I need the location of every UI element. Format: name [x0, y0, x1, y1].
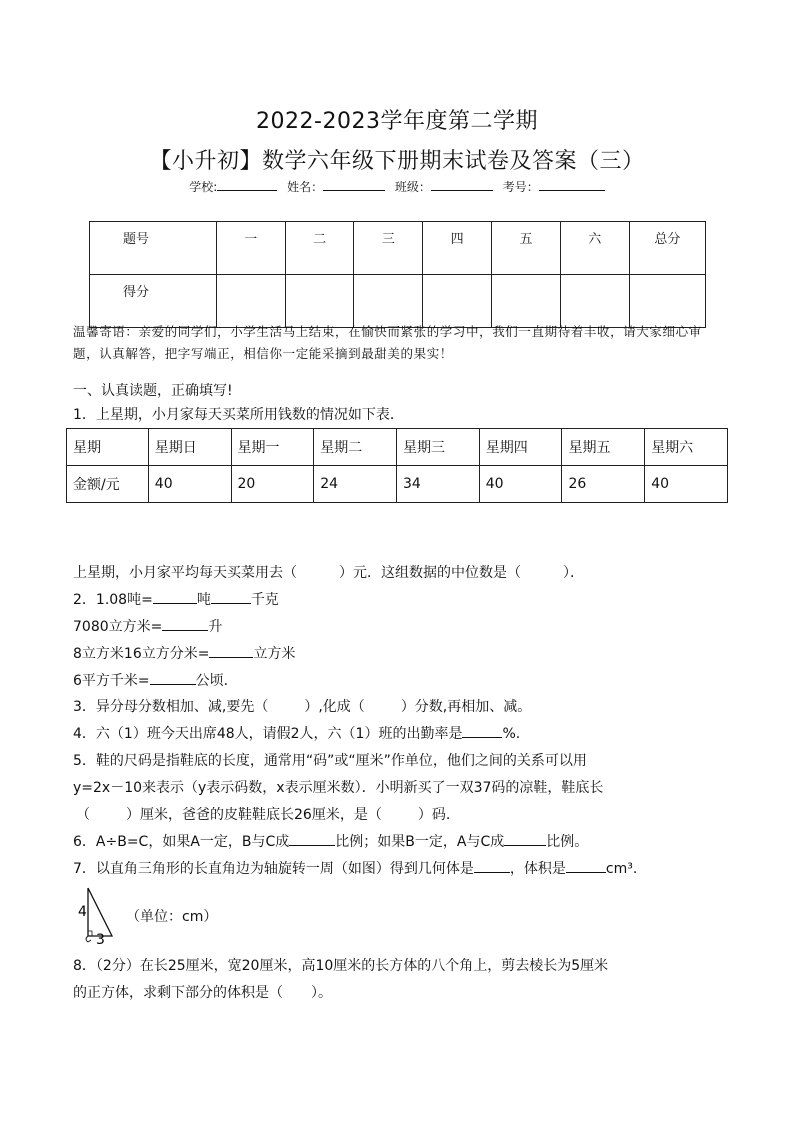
class-blank[interactable] — [431, 178, 493, 191]
question-8-line-2: 的正方体，求剩下部分的体积是（ ）。 — [73, 985, 332, 1001]
spending-header-cell: 星期二 — [314, 429, 397, 466]
class-field: 班级： — [395, 180, 493, 194]
triangle-outline — [88, 888, 112, 936]
score-header-cell: 总分 — [629, 222, 705, 275]
triangle-base-label: 3 — [96, 932, 105, 944]
question-5-line-2: y=2x－10来表示（y表示码数，x表示厘米数）．小明新买了一双37码的凉鞋，鞋底长 — [73, 780, 604, 796]
score-cell[interactable] — [629, 275, 705, 328]
score-table-header-row — [90, 222, 706, 275]
spending-header-cell: 星期三 — [396, 429, 479, 466]
spending-table-amount-row — [67, 466, 728, 503]
score-header-cell: 二 — [285, 222, 354, 275]
name-blank[interactable] — [323, 178, 385, 191]
score-header-cell: 五 — [492, 222, 561, 275]
question-1-answer-line: 上星期，小月家平均每天买菜用去（ ）元．这组数据的中位数是（ ）． — [73, 565, 584, 581]
figure-unit-label: （单位：cm） — [126, 909, 218, 925]
spending-table-header-row — [67, 429, 728, 466]
score-cell[interactable] — [423, 275, 492, 328]
exam-number-blank[interactable] — [539, 178, 605, 191]
spending-value-cell: 34 — [396, 466, 479, 503]
exam-year-title: 2022-2023学年度第二学期 — [256, 109, 538, 134]
spending-value-cell: 金额/元 — [67, 466, 149, 503]
name-field: 姓名： — [287, 180, 385, 194]
rotation-arrow-icon — [86, 936, 91, 942]
spending-header-cell: 星期一 — [231, 429, 314, 466]
score-table-score-row — [90, 275, 706, 328]
answer-blank[interactable] — [289, 832, 335, 846]
spending-value-cell: 26 — [562, 466, 645, 503]
spending-header-cell: 星期 — [67, 429, 149, 466]
score-cell[interactable] — [216, 275, 285, 328]
score-header-cell: 四 — [423, 222, 492, 275]
score-cell[interactable] — [560, 275, 629, 328]
question-2-line-3: 8立方米16立方分米= 立方米 — [73, 646, 296, 662]
student-info-fields — [0, 178, 794, 195]
question-6: 6．A÷B=C，如果A一定，B与C成 比例；如果B一定，A与C成 比例。 — [73, 834, 589, 850]
question-2-line-2: 7080立方米= 升 — [73, 619, 223, 635]
section-1-title: 一、认真读题，正确填写! — [73, 383, 233, 399]
triangle-height-label: 4 — [78, 904, 87, 920]
question-4: 4．六（1）班今天出席48人，请假2人，六（1）班的出勤率是 %. — [73, 726, 521, 742]
question-2-line-4: 6平方千米= 公顷. — [73, 673, 229, 689]
answer-blank[interactable] — [474, 859, 510, 873]
school-blank[interactable] — [217, 178, 277, 191]
school-field: 学校: — [189, 180, 277, 194]
spending-value-cell: 40 — [479, 466, 562, 503]
score-header-cell: 六 — [560, 222, 629, 275]
score-table — [89, 221, 706, 328]
score-header-cell: 一 — [216, 222, 285, 275]
answer-blank[interactable] — [153, 590, 197, 604]
spending-value-cell: 20 — [231, 466, 314, 503]
question-2-line-1: 2．1.08吨= 吨 千克 — [73, 592, 279, 608]
spending-header-cell: 星期四 — [479, 429, 562, 466]
question-3: 3．异分母分数相加、减,要先（ ）,化成（ ）分数,再相加、减。 — [73, 699, 532, 715]
answer-blank[interactable] — [211, 590, 251, 604]
spending-value-cell: 40 — [148, 466, 231, 503]
answer-blank[interactable] — [162, 617, 208, 631]
question-1-text: 1．上星期，小月家每天买菜所用钱数的情况如下表． — [73, 407, 404, 423]
exam-main-title: 【小升初】数学六年级下册期末试卷及答案（三） — [149, 149, 645, 174]
answer-blank[interactable] — [150, 671, 196, 685]
spending-header-cell: 星期六 — [645, 429, 728, 466]
question-5-line-1: 5．鞋的尺码是指鞋底的长度，通常用“码”或“厘米”作单位，他们之间的关系可以用 — [73, 753, 587, 769]
spending-value-cell: 40 — [645, 466, 728, 503]
score-cell[interactable] — [285, 275, 354, 328]
exam-number-field: 考号： — [503, 180, 605, 194]
score-cell[interactable] — [492, 275, 561, 328]
question-5-line-3: （ ）厘米，爸爸的皮鞋鞋底长26厘米，是（ ）码. — [76, 807, 451, 823]
score-row-label: 得分 — [90, 275, 217, 328]
score-header-cell: 三 — [354, 222, 423, 275]
spending-value-cell: 24 — [314, 466, 397, 503]
question-7: 7．以直角三角形的长直角边为轴旋转一周（如图）得到几何体是 ，体积是 cm³. — [73, 861, 638, 877]
question-8-line-1: 8．（2分）在长25厘米，宽20厘米，高10厘米的长方体的八个角上，剪去棱长为5厘米 — [73, 958, 609, 974]
answer-blank[interactable] — [566, 859, 606, 873]
score-cell[interactable] — [354, 275, 423, 328]
answer-blank[interactable] — [504, 832, 546, 846]
answer-blank[interactable] — [209, 644, 253, 658]
spending-header-cell: 星期日 — [148, 429, 231, 466]
answer-blank[interactable] — [462, 724, 502, 738]
spending-table — [66, 428, 728, 503]
spending-header-cell: 星期五 — [562, 429, 645, 466]
encouragement-note: 温馨寄语：亲爱的同学们，小学生活马上结束，在愉快而紧张的学习中，我们一直期待着丰收，请大家细心审题，认真解答，把字写端正，相信你一定能采摘到最甜美的果实！ — [73, 324, 702, 361]
score-header-cell: 题号 — [90, 222, 217, 275]
right-triangle-figure — [78, 886, 118, 944]
